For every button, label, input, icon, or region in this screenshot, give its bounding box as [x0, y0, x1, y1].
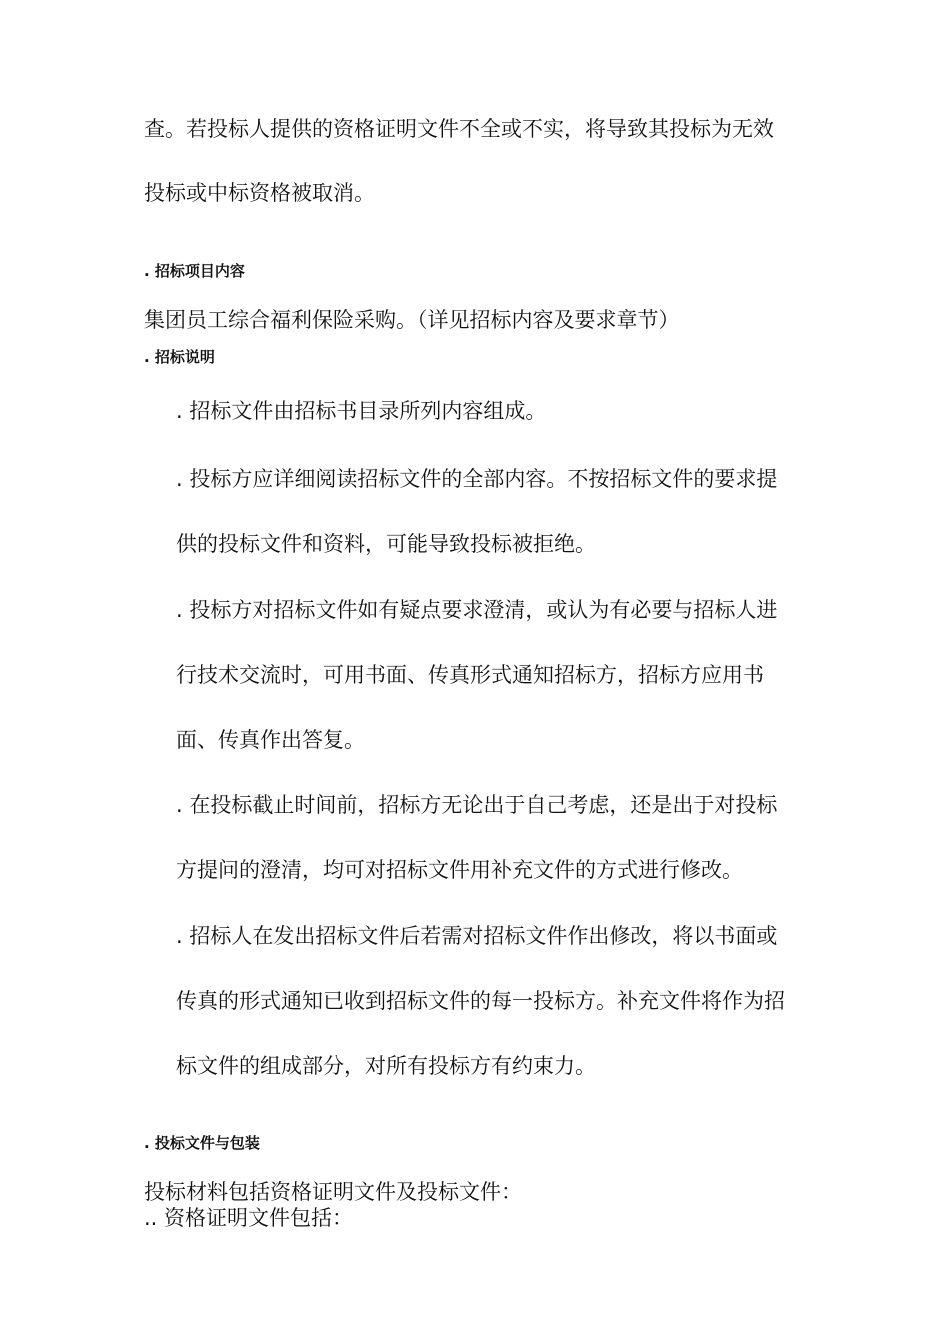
list-item-line: . 投标方对招标文件如有疑点要求澄清，或认为有必要与招标人进: [176, 598, 778, 622]
list-item-line: 行技术交流时，可用书面、传真形式通知招标方，招标方应用书: [176, 663, 764, 687]
list-item-line: 标文件的组成部分，对所有投标方有约束力。: [176, 1054, 596, 1078]
list-item-line: 面、传真作出答复。: [176, 728, 365, 752]
list-item-line: . 招标文件由招标书目录所列内容组成。: [176, 399, 547, 423]
section-body-packaging: 投标材料包括资格证明文件及投标文件：: [144, 1180, 522, 1204]
list-item-line: 方提问的澄清，均可对招标文件用补充文件的方式进行修改。: [176, 858, 743, 882]
list-item-line: 供的投标文件和资料，可能导致投标被拒绝。: [176, 532, 596, 556]
list-item-line: . 招标人在发出招标文件后若需对招标文件作出修改，将以书面或: [176, 924, 778, 948]
sub-item-line: .. 资格证明文件包括：: [144, 1206, 354, 1230]
list-item-line: . 投标方应详细阅读招标文件的全部内容。不按招标文件的要求提: [176, 467, 778, 491]
section-heading-packaging: . 投标文件与包装: [144, 1134, 260, 1152]
paragraph-line: 查。若投标人提供的资格证明文件不全或不实，将导致其投标为无效: [144, 117, 774, 141]
list-item-line: 传真的形式通知已收到招标文件的每一投标方。补充文件将作为招: [176, 989, 785, 1013]
section-body-project: 集团员工综合福利保险采购。（详见招标内容及要求章节）: [144, 308, 680, 332]
paragraph-line: 投标或中标资格被取消。: [144, 181, 375, 205]
list-item-line: . 在投标截止时间前，招标方无论出于自己考虑，还是出于对投标: [176, 793, 778, 817]
section-heading-notes: . 招标说明: [144, 348, 215, 366]
section-heading-project: . 招标项目内容: [144, 262, 245, 280]
